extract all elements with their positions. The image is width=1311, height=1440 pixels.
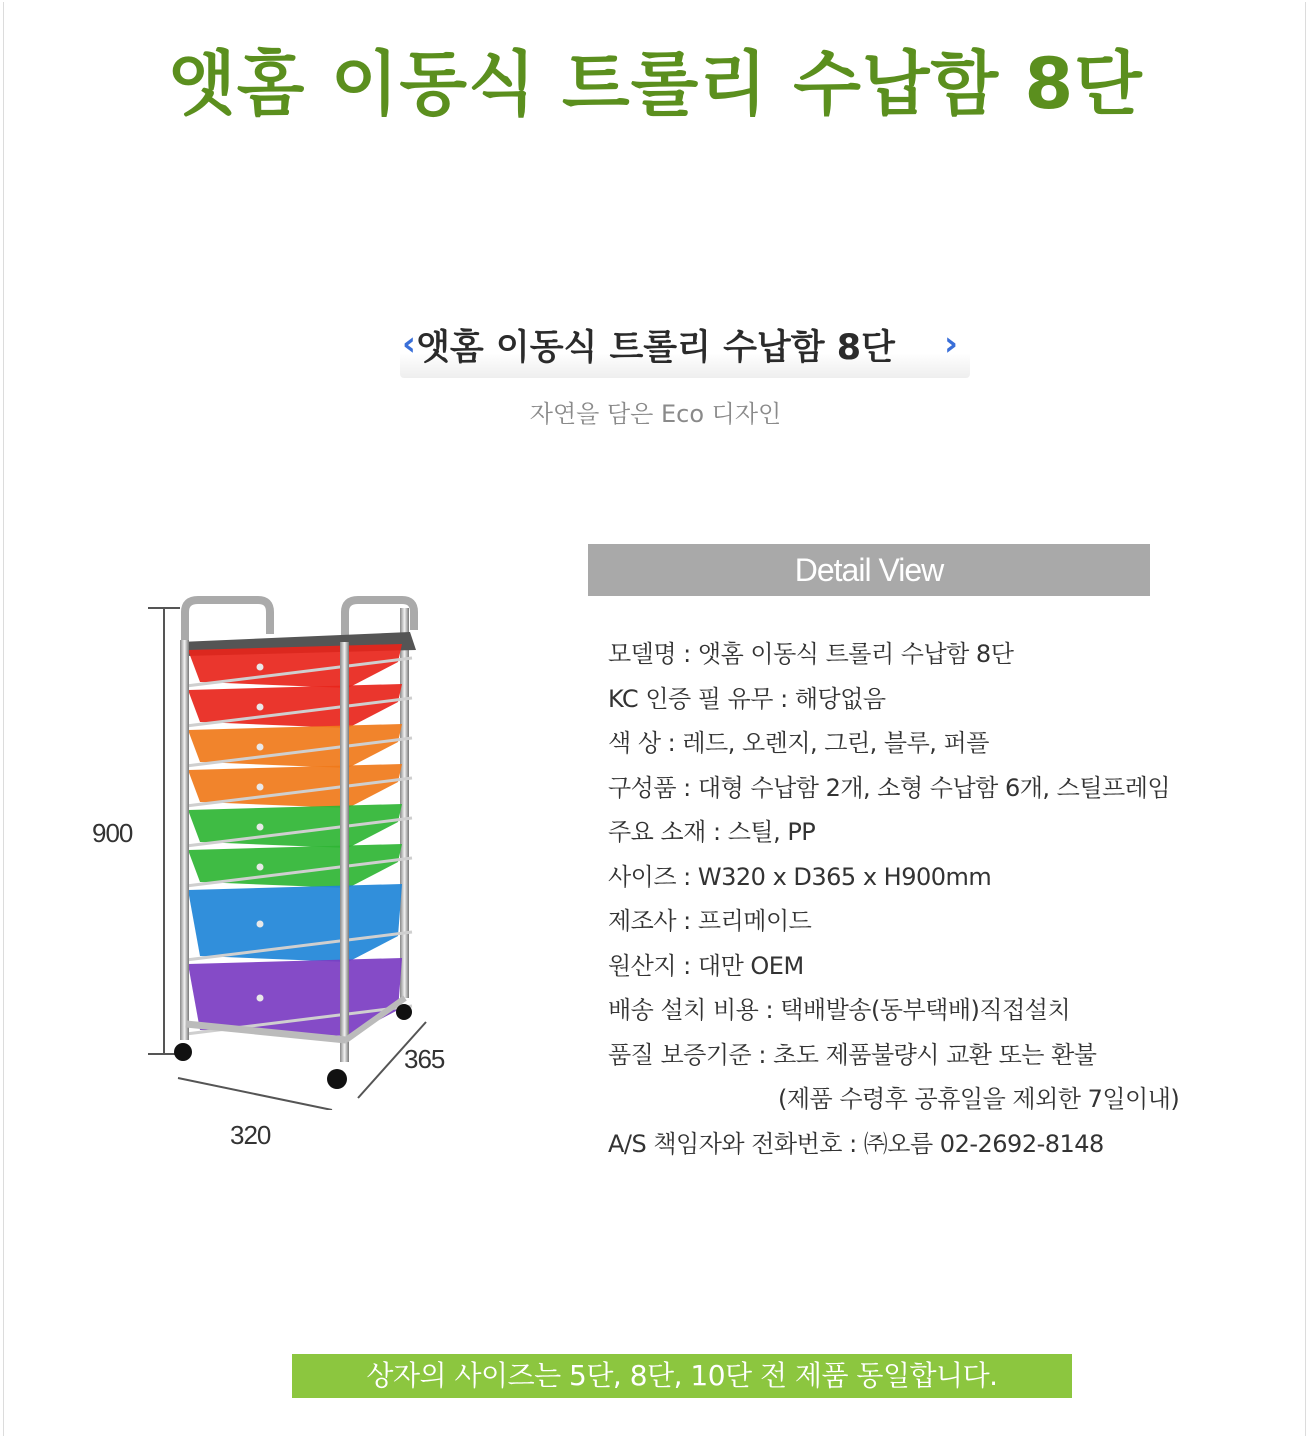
caster-wheel	[174, 1043, 192, 1061]
spec-item: 원산지 : 대만 OEM	[608, 951, 804, 980]
size-notice-banner: 상자의 사이즈는 5단, 8단, 10단 전 제품 동일합니다.	[292, 1354, 1072, 1398]
tagline: 자연을 담은 Eco 디자인	[529, 400, 782, 428]
frame-post	[400, 608, 409, 998]
width-dimension-line	[178, 1078, 332, 1110]
spec-item: 제조사 : 프리메이드	[608, 907, 812, 935]
spec-item: 구성품 : 대형 수납함 2개, 소형 수납함 6개, 스틸프레임	[608, 773, 1171, 802]
drawer	[188, 884, 402, 962]
detail-view-heading: Detail View	[588, 544, 1150, 596]
drawer-knob	[257, 664, 264, 671]
spec-item: KC 인증 필 유무 : 해당없음	[608, 684, 886, 713]
drawer-knob	[257, 744, 264, 751]
depth-dimension-label: 365	[404, 1044, 445, 1074]
height-dimension-label: 900	[92, 818, 133, 848]
caster-wheel	[327, 1069, 347, 1089]
trolley-product-image	[140, 590, 470, 1110]
drawer-knob	[257, 921, 264, 928]
spec-item: 품질 보증기준 : 초도 제품불량시 교환 또는 환불	[608, 1040, 1097, 1069]
drawer-knob	[257, 995, 264, 1002]
frame-post	[340, 642, 349, 1062]
spec-item: 배송 설치 비용 : 택배발송(동부택배)직접설치	[608, 996, 1071, 1024]
drawer-knob	[257, 704, 264, 711]
drawer-knob	[257, 784, 264, 791]
spec-item: 색 상 : 레드, 오렌지, 그린, 블루, 퍼플	[608, 729, 989, 757]
width-dimension-label: 320	[230, 1120, 271, 1150]
spec-list	[608, 632, 1248, 1166]
spec-item: 모델명 : 앳홈 이동식 트롤리 수납함 8단	[608, 640, 1014, 668]
frame-post	[180, 640, 189, 1040]
caster-wheel	[396, 1004, 412, 1020]
chevron-left-icon[interactable]: ‹	[402, 324, 417, 364]
page-title: 앳홈 이동식 트롤리 수납함 8단	[168, 43, 1143, 125]
spec-item: 사이즈 : W320 x D365 x H900mm	[608, 862, 992, 891]
drawer-knob	[257, 824, 264, 831]
product-subtitle: 앳홈 이동식 트롤리 수납함 8단	[416, 328, 895, 368]
spec-item: (제품 수령후 공휴일을 제외한 7일이내)	[778, 1085, 1180, 1113]
spec-item: A/S 책임자와 전화번호 : ㈜오름 02-2692-8148	[608, 1129, 1104, 1158]
chevron-right-icon[interactable]: ›	[944, 324, 959, 364]
spec-item: 주요 소재 : 스틸, PP	[608, 818, 816, 846]
drawer-knob	[257, 864, 264, 871]
drawer-stack	[186, 644, 412, 1036]
